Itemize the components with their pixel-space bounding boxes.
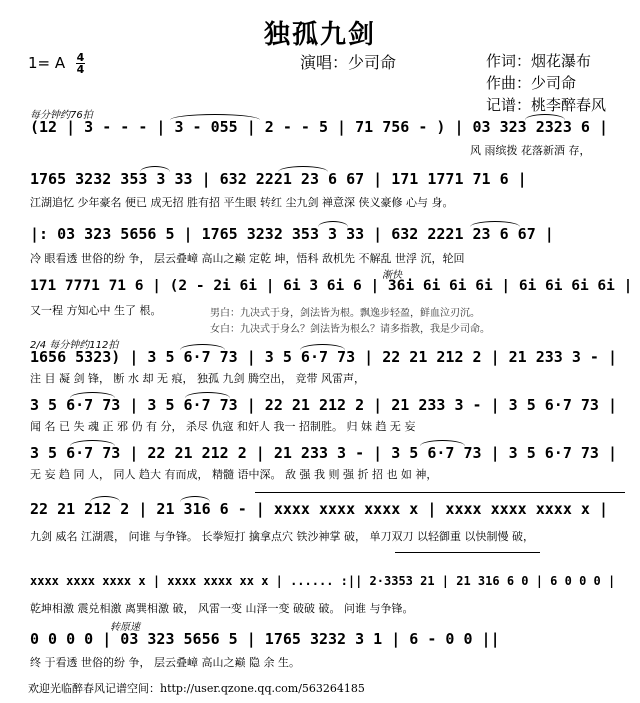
slur [278,166,328,172]
slur [420,440,465,446]
notation-row-10: 0 0 0 0 | 03 323 5656 5 | 1765 3232 3 1 | 6 - 0 0 || [30,630,500,648]
slur [318,221,348,227]
lyrics-row-7: 无 妄 趋 同 人， 同人 趋大 有而成， 精髓 语中深。 敌 强 我 则 强 折 招 也 如 神， [30,468,438,481]
slur [70,392,115,398]
footer-text: 欢迎光临醉春风记谱空间：http://user.qzone.qq.com/563264185 [28,682,365,695]
tempo-mark-2: 2/4 每分钟约112拍 [30,340,119,351]
tempo-mark-resume: 转原速 [110,622,140,633]
meter-top: 4 [76,51,85,64]
lyrics-row-3: 冷 眼看透 世俗的纷 争， 层云叠嶂 高山之巅 定乾 坤，悟科 敌机先 不解乱 世浮 沉，轮回 [30,252,465,265]
notation-row-5: 1656 5323) | 3 5 6·7 73 | 3 5 6·7 73 | 22 21 212 2 | 21 233 3 - | [30,348,617,366]
lyrics-row-6: 闻 名 已 失 魂 正 邪 仍 有 分， 杀尽 仇寇 和奸人 我一 招制胜。 归 妹 趋 无 妄 [30,420,416,433]
notation-row-8: 22 21 212 2 | 21 316 6 - | xxxx xxxx xxxx x | xxxx xxxx xxxx x | [30,500,608,518]
notation-row-9: xxxx xxxx xxxx x | xxxx xxxx xx x | ...... :|| 2·3353 21 | 21 316 6 0 | 6 0 0 0 | [30,574,616,588]
volta-line-2 [395,552,540,553]
composer-credit: 作曲：少司命 [486,74,577,92]
slur [90,496,120,502]
slur [140,166,170,172]
notation-row-2: 1765 3232 353 3 33 | 632 2221 23 6 67 | 171 1771 71 6 | [30,170,527,188]
lyrics-row-1: 风 雨缤拨 花落新酒 存， [470,144,591,157]
lyrics-row-10: 终 于看透 世俗的纷 争， 层云叠嶂 高山之巅 隐 余 生。 [30,656,300,669]
notation-row-4: 171 7771 71 6 | (2 - 2i 6i | 6i 3 6i 6 | 36i 6i 6i 6i | 6i 6i 6i 6i | [30,278,633,294]
slur [180,496,210,502]
spoken-line-female: 女白：九决式于身么？剑法皆为根么？请多指教，我是少司命。 [210,324,490,335]
key-signature [28,52,85,75]
notation-row-7: 3 5 6·7 73 | 22 21 212 2 | 21 233 3 - | 3 5 6·7 73 | 3 5 6·7 73 | [30,444,617,462]
song-title: 独孤九剑 [263,20,376,50]
key-label: 1= A [28,54,66,72]
lyricist-credit: 作词：烟花瀑布 [486,52,592,70]
slur [170,114,260,120]
tempo-mark-accel: 渐快 [382,270,402,281]
slur [525,114,565,120]
spoken-line-male: 男白：九决式于身，剑法皆为根。飘逸步轻盈，鲜血泣刃沉。 [210,308,480,319]
slur [470,221,520,227]
slur [70,440,115,446]
lyrics-row-5: 注 目 凝 剑 锋， 断 水 却 无 痕， 独孤 九剑 腾空出， 竞带 风雷声， [30,372,365,385]
tempo-mark-1: 每分钟约76拍 [30,110,93,121]
meter-bottom: 4 [76,63,85,76]
lyrics-row-8: 九剑 威名 江湖震， 问谁 与争锋。 长拳短打 擒拿点穴 铁沙神掌 破， 单刀双刀 以轻御重 以快制慢 破， [30,530,534,543]
notation-row-1: (12 | 3 - - - | 3 - 055 | 2 - - 5 | 71 756 - ) | 03 323 2323 6 | [30,118,608,136]
notation-row-3: |: 03 323 5656 5 | 1765 3232 353 3 33 | 632 2221 23 6 67 | [30,225,554,243]
lyrics-row-9: 乾坤相激 震兑相激 离巽相激 破， 风雷一变 山泽一变 破破 破。 问谁 与争锋。 [30,602,414,615]
lyrics-row-4: 又一程 方知心中 生了 根。 [30,304,162,317]
lyrics-row-2: 江湖追忆 少年豪名 便已 成无招 胜有招 平生眼 转红 尘九剑 禅意深 侠义豪修 心与 身。 [30,196,454,209]
time-signature [76,52,85,75]
volta-line [255,492,625,493]
slur [180,344,225,350]
slur [300,344,345,350]
notation-row-6: 3 5 6·7 73 | 3 5 6·7 73 | 22 21 212 2 | 21 233 3 - | 3 5 6·7 73 | [30,396,617,414]
transcriber-credit: 记谱：桃李醉春风 [486,96,607,114]
singer-credit: 演唱：少司命 [300,53,397,72]
slur [185,392,230,398]
